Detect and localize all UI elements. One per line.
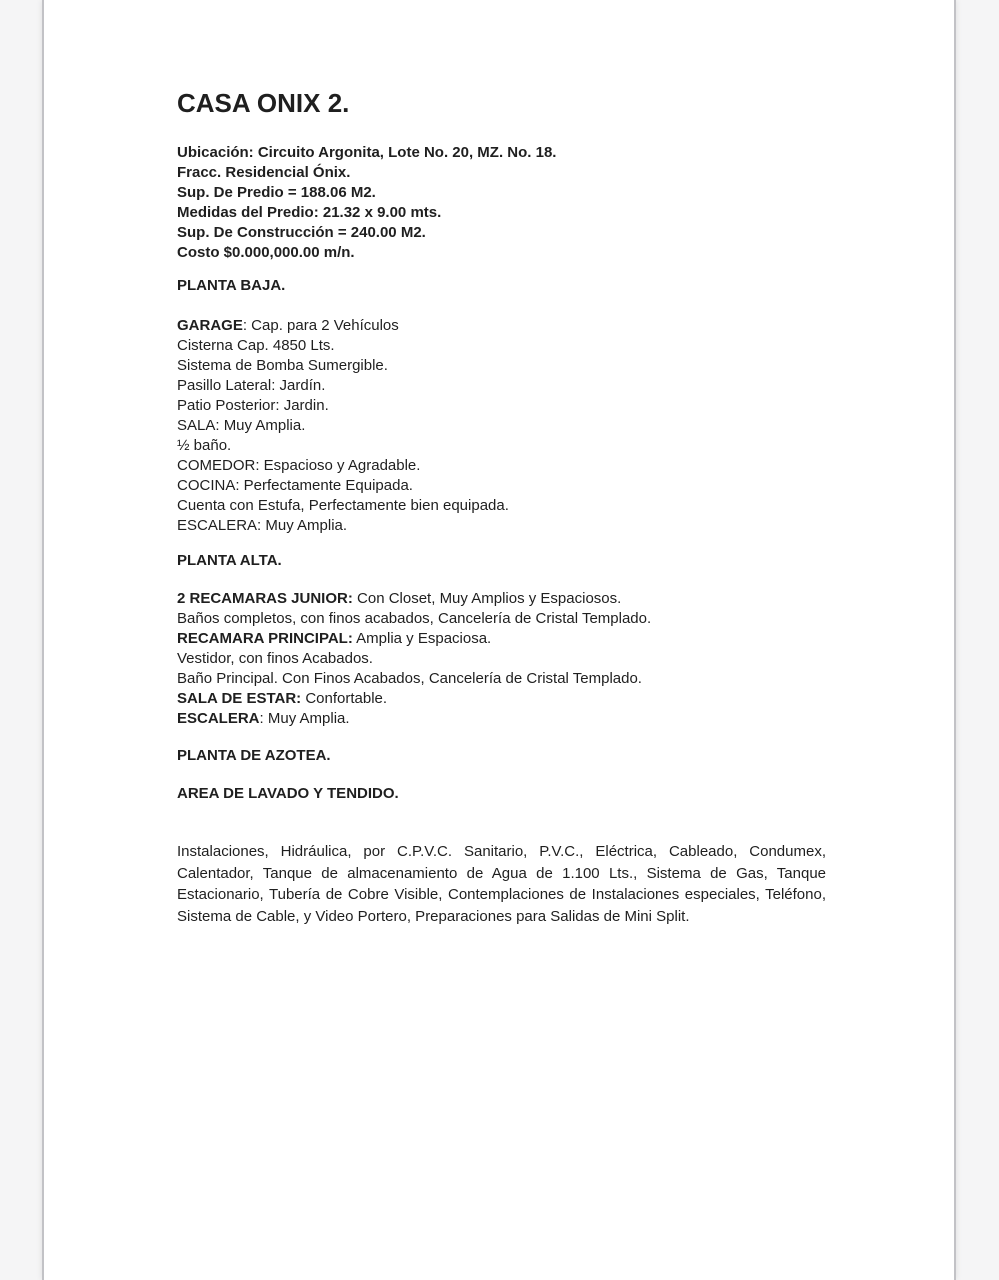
document-page <box>42 0 956 1280</box>
line-sala <box>177 416 826 436</box>
detail-superficie-construccion: Sup. De Construcción = 240.00 M2. <box>177 224 426 241</box>
heading-area-lavado: AREA DE LAVADO Y TENDIDO. <box>177 785 399 802</box>
section-planta-alta <box>177 551 826 729</box>
line-patio <box>177 396 826 416</box>
line-recamaras-junior <box>177 589 826 609</box>
line-recamara-principal <box>177 629 826 649</box>
line-sala-de-estar <box>177 689 826 709</box>
line-recamaras-junior-text: Con Closet, Muy Amplios y Espaciosos. <box>352 590 622 607</box>
detail-fraccionamiento: Fracc. Residencial Ónix. <box>177 164 351 181</box>
detail-ubicacion: Ubicación: Circuito Argonita, Lote No. 20, MZ. No. 18. <box>177 144 557 161</box>
line-bano-principal <box>177 669 826 689</box>
line-escalera-pb <box>177 516 826 536</box>
heading-planta-alta: PLANTA ALTA. <box>177 552 282 569</box>
line-patio-text: Patio Posterior: Jardin. <box>177 397 329 414</box>
line-bomba <box>177 356 826 376</box>
line-comedor <box>177 456 826 476</box>
line-banos-completos-text: Baños completos, con finos acabados, Cancelería de Cristal Templado. <box>177 610 652 627</box>
line-estufa-text: Cuenta con Estufa, Perfectamente bien equipada. <box>177 497 509 514</box>
property-details-block <box>177 143 826 263</box>
line-cocina-text: COCINA: Perfectamente Equipada. <box>177 477 413 494</box>
section-planta-baja <box>177 276 826 536</box>
line-escalera-pa <box>177 709 826 729</box>
line-bano-principal-text: Baño Principal. Con Finos Acabados, Cancelería de Cristal Templado. <box>177 670 642 687</box>
line-bomba-text: Sistema de Bomba Sumergible. <box>177 357 388 374</box>
heading-planta-baja: PLANTA BAJA. <box>177 277 286 294</box>
line-cocina <box>177 476 826 496</box>
line-medio-bano-text: ½ baño. <box>177 437 232 454</box>
line-estufa <box>177 496 826 516</box>
line-garage <box>177 316 826 336</box>
line-recamara-principal-text: Amplia y Espaciosa. <box>352 630 492 647</box>
line-escalera-pb-text: ESCALERA: Muy Amplia. <box>177 517 348 534</box>
line-vestidor-text: Vestidor, con finos Acabados. <box>177 650 373 667</box>
line-cisterna <box>177 336 826 356</box>
line-escalera-pa-bold: ESCALERA <box>177 710 260 727</box>
planta-baja-lines <box>177 316 826 536</box>
line-recamaras-junior-bold: 2 RECAMARAS JUNIOR: <box>177 590 353 607</box>
detail-costo: Costo $0.000,000.00 m/n. <box>177 244 355 261</box>
line-sala-de-estar-bold: SALA DE ESTAR: <box>177 690 302 707</box>
line-comedor-text: COMEDOR: Espacioso y Agradable. <box>177 457 421 474</box>
line-pasillo <box>177 376 826 396</box>
line-sala-text: SALA: Muy Amplia. <box>177 417 306 434</box>
line-garage-bold: GARAGE <box>177 317 243 334</box>
planta-alta-lines <box>177 589 826 729</box>
line-escalera-pa-text: : Muy Amplia. <box>259 710 350 727</box>
line-garage-text: : Cap. para 2 Vehículos <box>242 317 399 334</box>
heading-planta-azotea: PLANTA DE AZOTEA. <box>177 747 331 764</box>
line-medio-bano <box>177 436 826 456</box>
line-vestidor <box>177 649 826 669</box>
page-title: CASA ONIX 2. <box>177 88 350 118</box>
line-cisterna-text: Cisterna Cap. 4850 Lts. <box>177 337 335 354</box>
detail-superficie-predio: Sup. De Predio = 188.06 M2. <box>177 184 376 201</box>
installations-paragraph: Instalaciones, Hidráulica, por C.P.V.C. Sanitario, P.V.C., Eléctrica, Cableado, Condumex, Calentador, Tanque de almacenamiento de Agua de 1.100 Lts., Sistema de Gas, Tanque Estacionario, Tubería de Cobre Visible, Contemplaciones de Instalaciones especiales, Teléfono, Sistema de Cable, y Video Portero, Preparaciones para Salidas de Mini Split. <box>177 843 826 925</box>
detail-medidas-predio: Medidas del Predio: 21.32 x 9.00 mts. <box>177 204 442 221</box>
line-banos-completos <box>177 609 826 629</box>
line-sala-de-estar-text: Confortable. <box>301 690 388 707</box>
document-content <box>44 0 954 927</box>
line-pasillo-text: Pasillo Lateral: Jardín. <box>177 377 326 394</box>
line-recamara-principal-bold: RECAMARA PRINCIPAL: <box>177 630 353 647</box>
